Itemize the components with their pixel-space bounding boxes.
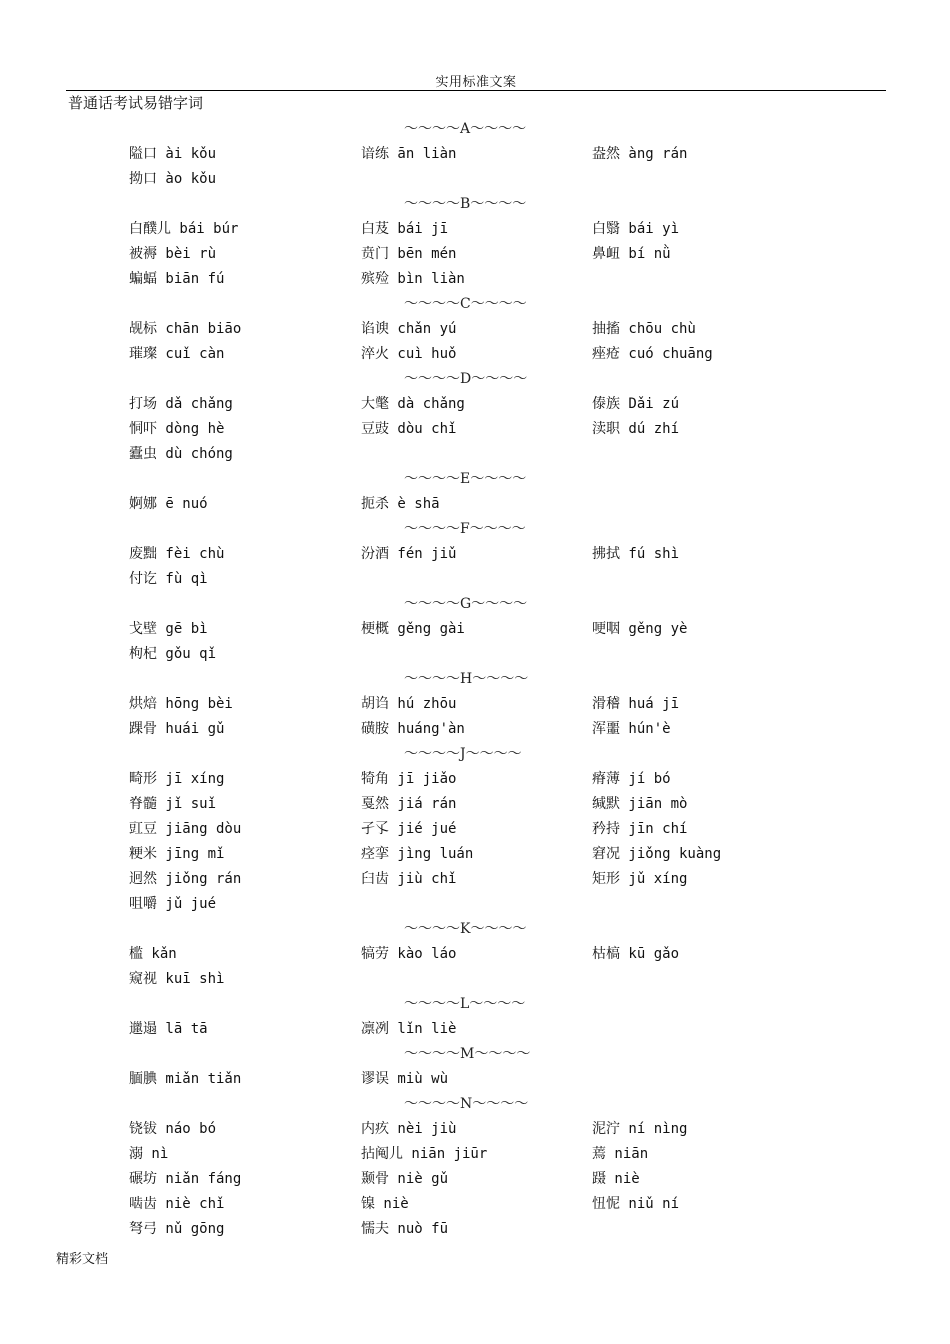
section-divider: ～～～～D～～～～ [404,371,528,387]
word-entry: 大氅 dà chǎng [361,396,465,412]
word-row [0,1117,950,1142]
word-entry: 铙钹 náo bó [129,1121,217,1137]
word-row [0,642,950,667]
word-row [0,892,950,917]
section-divider: ～～～～J～～～～ [404,746,522,762]
word-entry: 谬误 miù wù [361,1071,449,1087]
word-row [0,1067,950,1092]
word-entry: 犄角 jī jiǎo [361,771,457,787]
word-entry: 矜持 jīn chí [592,821,688,837]
word-entry: 渎职 dú zhí [592,421,680,437]
word-entry: 梗概 gěng gài [361,621,465,637]
section-divider: ～～～～B～～～～ [404,196,527,212]
word-row [0,442,950,467]
section-divider: ～～～～E～～～～ [404,471,527,487]
word-row [0,567,950,592]
word-entry: 打场 dǎ chǎng [129,396,233,412]
word-entry: 抽搐 chōu chù [592,321,696,337]
word-entry: 咀嚼 jǔ jué [129,896,217,912]
word-entry: 瘠薄 jí bó [592,771,671,787]
section-divider: ～～～～L～～～～ [404,996,526,1012]
word-entry: 懦夫 nuò fū [361,1221,449,1237]
section-divider: ～～～～N～～～～ [404,1096,529,1112]
word-entry: 蔫 niān [592,1146,649,1162]
word-entry: 弩弓 nǔ gōng [129,1221,225,1237]
word-row [0,1192,950,1217]
word-row [0,767,950,792]
word-entry: 邋遢 lā tā [129,1021,208,1037]
word-entry: 白芨 bái jī [361,221,449,237]
word-entry: 缄默 jiān mò [592,796,688,812]
word-entry: 槛 kǎn [129,946,177,962]
word-entry: 蹑 niè [592,1171,640,1187]
word-entry: 磺胺 huáng'àn [361,721,465,737]
word-entry: 矩形 jǔ xíng [592,871,688,887]
word-entry: 觇标 chān biāo [129,321,242,337]
word-entry: 畸形 jī xíng [129,771,225,787]
section-divider: ～～～～K～～～～ [404,921,527,937]
word-entry: 镍 niè [361,1196,409,1212]
word-entry: 傣族 Dǎi zú [592,396,680,412]
word-entry: 枯槁 kū gǎo [592,946,680,962]
section-divider: ～～～～F～～～～ [404,521,526,537]
word-row [0,167,950,192]
word-row [0,792,950,817]
word-entry: 烘焙 hōng bèi [129,696,233,712]
word-entry: 痉挛 jìng luán [361,846,474,862]
word-entry: 戈壁 gē bì [129,621,208,637]
word-row [0,267,950,292]
word-entry: 隘口 ài kǒu [129,146,217,162]
word-entry: 殡殓 bìn liàn [361,271,465,287]
word-entry: 戛然 jiá rán [361,796,457,812]
word-entry: 拗口 ào kǒu [129,171,217,187]
word-entry: 白翳 bái yì [592,221,680,237]
header-text: 实用标准文案 [435,75,517,90]
word-entry: 婀娜 ē nuó [129,496,208,512]
word-row [0,1167,950,1192]
word-entry: 内疚 nèi jiù [361,1121,457,1137]
word-entry: 滑稽 huá jī [592,696,680,712]
word-entry: 忸怩 niǔ ní [592,1196,680,1212]
word-entry: 犒劳 kào láo [361,946,457,962]
word-entry: 付讫 fù qì [129,571,208,587]
section-divider: ～～～～M～～～～ [404,1046,531,1062]
word-entry: 窥视 kuī shì [129,971,225,987]
word-row [0,217,950,242]
word-entry: 淬火 cuì huǒ [361,346,457,362]
word-row [0,142,950,167]
word-entry: 胡诌 hú zhōu [361,696,457,712]
word-entry: 盎然 àng rán [592,146,688,162]
word-entry: 痤疮 cuó chuāng [592,346,713,362]
word-entry: 被褥 bèi rù [129,246,217,262]
page-header [66,70,886,91]
word-row [0,942,950,967]
word-entry: 窘况 jiǒng kuàng [592,846,722,862]
word-entry: 拂拭 fú shì [592,546,680,562]
word-entry: 孑孓 jié jué [361,821,457,837]
word-entry: 恫吓 dòng hè [129,421,225,437]
footer-text: 精彩文档 [56,1252,109,1267]
word-entry: 迥然 jiǒng rán [129,871,242,887]
word-entry: 豆豉 dòu chǐ [361,421,457,437]
word-entry: 啮齿 niè chǐ [129,1196,225,1212]
word-entry: 臼齿 jiù chǐ [361,871,457,887]
word-entry: 粳米 jīng mǐ [129,846,225,862]
word-row [0,692,950,717]
word-row [0,842,950,867]
word-entry: 谙练 ān liàn [361,146,457,162]
word-entry: 废黜 fèi chù [129,546,225,562]
word-entry: 贲门 bēn mén [361,246,457,262]
word-row [0,242,950,267]
vocabulary-list [0,117,950,1242]
word-entry: 踝骨 huái gǔ [129,721,225,737]
section-divider: ～～～～A～～～～ [404,121,527,137]
word-entry: 拈阄儿 niān jiūr [361,1146,488,1162]
word-entry: 枸杞 gǒu qǐ [129,646,217,662]
word-entry: 蝙蝠 biān fú [129,271,225,287]
word-row [0,1142,950,1167]
word-entry: 扼杀 è shā [361,496,440,512]
word-row [0,967,950,992]
word-row [0,417,950,442]
word-entry: 溺 nì [129,1146,169,1162]
word-row [0,817,950,842]
word-entry: 腼腆 miǎn tiǎn [129,1071,242,1087]
word-row [0,1217,950,1242]
word-row [0,1017,950,1042]
word-entry: 豇豆 jiāng dòu [129,821,242,837]
section-divider: ～～～～H～～～～ [404,671,529,687]
word-row [0,392,950,417]
word-entry: 颞骨 niè gǔ [361,1171,449,1187]
word-row [0,492,950,517]
word-entry: 鼻衄 bí nǜ [592,246,671,262]
word-entry: 泥泞 ní nìng [592,1121,688,1137]
word-entry: 汾酒 fén jiǔ [361,546,457,562]
section-divider: ～～～～G～～～～ [404,596,528,612]
word-entry: 谄谀 chǎn yú [361,321,457,337]
word-entry: 白醭儿 bái búr [129,221,239,237]
word-entry: 凛冽 lǐn liè [361,1021,457,1037]
word-row [0,342,950,367]
word-entry: 璀璨 cuǐ càn [129,346,225,362]
word-entry: 脊髓 jǐ suǐ [129,796,217,812]
word-entry: 蠹虫 dù chóng [129,446,233,462]
section-divider: ～～～～C～～～～ [404,296,527,312]
word-row [0,617,950,642]
document-title: 普通话考试易错字词 [68,94,204,112]
word-row [0,317,950,342]
word-entry: 哽咽 gěng yè [592,621,688,637]
word-row [0,542,950,567]
word-row [0,867,950,892]
word-entry: 碾坊 niǎn fáng [129,1171,242,1187]
word-row [0,717,950,742]
word-entry: 浑噩 hún'è [592,721,671,737]
